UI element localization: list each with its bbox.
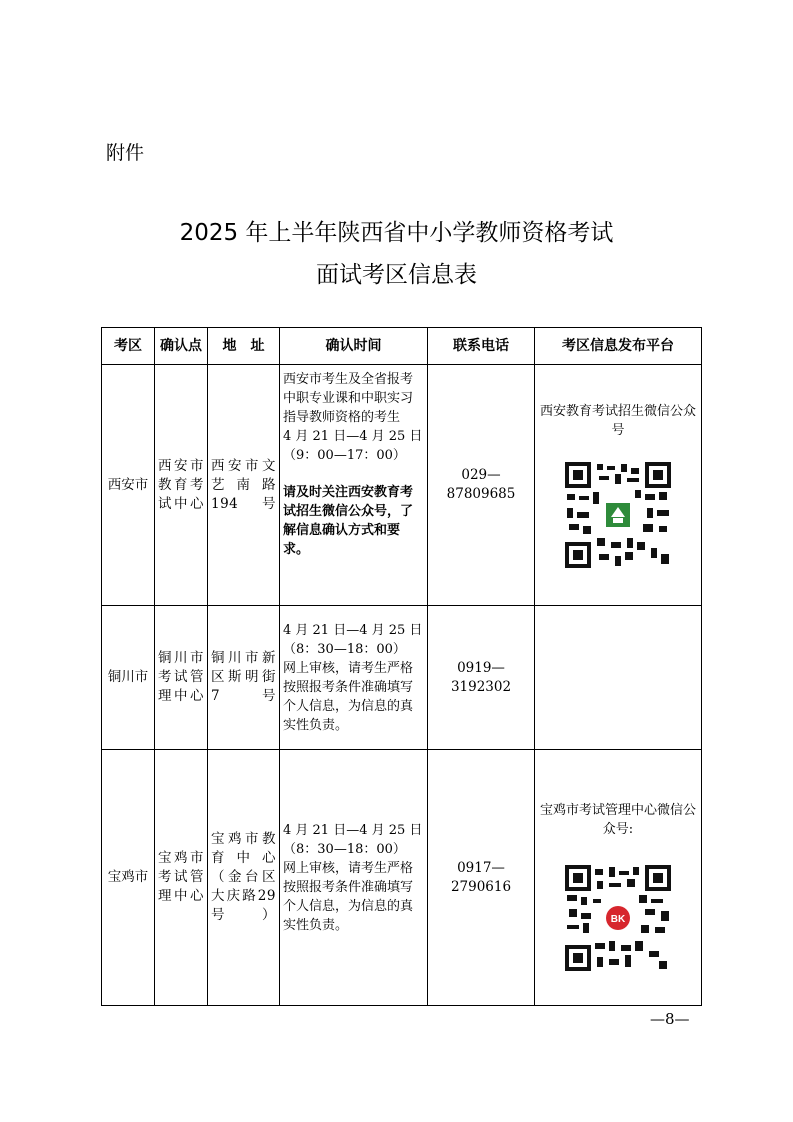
region-cell: 铜川市 (102, 606, 155, 750)
page-title: 2025 年上半年陕西省中小学教师资格考试 (179, 220, 614, 246)
time-range: 4 月 21 日—4 月 25 日（9：00—17：00） (283, 429, 423, 463)
region-cell: 西安市 (102, 365, 155, 606)
time-note: 网上审核，请考生严格按照报考条件准确填写个人信息，为信息的真实性负责。 (283, 860, 414, 933)
platform-label: 西安教育考试招生微信公众号 (539, 404, 696, 438)
header-phone: 联系电话 (428, 328, 535, 365)
header-confirm-point: 确认点 (155, 328, 208, 365)
page-number: —8— (650, 1010, 690, 1028)
confirm-time-cell (280, 606, 428, 750)
region-cell: 宝鸡市 (102, 750, 155, 1006)
header-region: 考区 (102, 328, 155, 365)
time-note: 网上审核，请考生严格按照报考条件准确填写个人信息，为信息的真实性负责。 (283, 660, 414, 733)
address-cell: 西安市文艺南路194号 (208, 365, 280, 606)
platform-label: 宝鸡市考试管理中心微信公众号: (539, 802, 696, 837)
attachment-label: 附件 (106, 142, 145, 164)
exam-region-table (101, 327, 702, 1006)
phone-cell: 029—87809685 (428, 365, 535, 606)
phone-cell: 0917—2790616 (428, 750, 535, 1006)
qr-code-icon (565, 462, 671, 568)
time-note-bold: 请及时关注西安教育考试招生微信公众号，了解信息确认方式和要求。 (283, 485, 414, 557)
header-confirm-time: 确认时间 (280, 328, 428, 365)
address-cell: 铜川市新区斯明街7号 (208, 606, 280, 750)
time-range: 4 月 21 日—4 月 25 日（8：30—18：00） (283, 822, 423, 857)
table-row (102, 606, 702, 750)
qr-code-icon (565, 865, 671, 971)
platform-cell (535, 606, 702, 750)
confirm-point-cell: 铜川市考试管理中心 (155, 606, 208, 750)
table-row (102, 365, 702, 606)
confirm-point-cell: 宝鸡市考试管理中心 (155, 750, 208, 1006)
confirm-point-cell: 西安市教育考试中心 (155, 365, 208, 606)
confirm-time-cell (280, 750, 428, 1006)
svg-text:BK: BK (610, 913, 626, 925)
time-range: 4 月 21 日—4 月 25 日（8：30—18：00） (283, 622, 423, 657)
confirm-time-cell (280, 365, 428, 606)
header-address: 地 址 (208, 328, 280, 365)
phone-cell: 0919—3192302 (428, 606, 535, 750)
header-platform: 考区信息发布平台 (535, 328, 702, 365)
table-header-row (102, 328, 702, 365)
platform-cell (535, 750, 702, 1006)
platform-cell (535, 365, 702, 606)
page-subtitle: 面试考区信息表 (316, 262, 477, 288)
table-row (102, 750, 702, 1006)
time-scope: 西安市考生及全省报考中职专业课和中职实习指导教师资格的考生 (283, 372, 414, 425)
address-cell: 宝鸡市教育中心（金台区大庆路29号） (208, 750, 280, 1006)
